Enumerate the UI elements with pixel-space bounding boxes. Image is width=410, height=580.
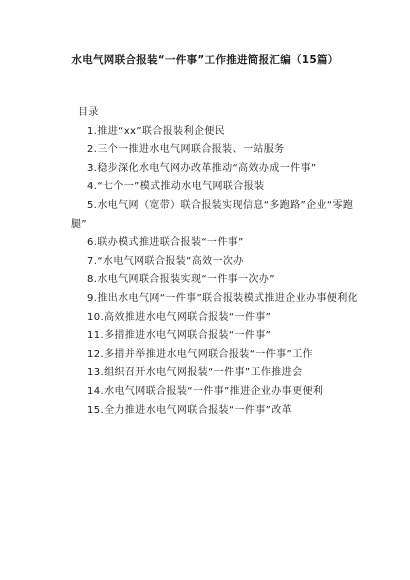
toc-item: 6.联办模式推进联合报装“一件事”	[87, 237, 244, 249]
toc-list	[71, 123, 361, 421]
toc-item: 9.推出水电气网“一件事”联合报装模式推进企业办事便利化	[87, 292, 359, 304]
toc-heading: 目录	[78, 107, 99, 118]
toc-item: 2.三个一推进水电气网联合报装、一站服务	[87, 144, 285, 156]
toc-item: 3.稳步深化水电气网办改革推动“高效办成一件事”	[87, 162, 317, 174]
table-of-contents	[71, 104, 361, 420]
toc-item: 15.全力推进水电气网联合报装“一件事”改革	[87, 404, 293, 416]
toc-item: 1.推进“xx”联合报装利企便民	[87, 125, 226, 137]
toc-item: 5.水电气网（宽带）联合报装实现信息“多跑路”企业“零跑腿”	[71, 199, 354, 230]
toc-item: 10.高效推进水电气网联合报装“一件事”	[87, 311, 272, 323]
toc-item: 7.“水电气网联合报装”高效一次办	[87, 255, 244, 267]
toc-item: 4.“七个一”模式推动水电气网联合报装	[87, 181, 265, 193]
toc-item: 11.多措推进水电气网联合报装“一件事”	[87, 330, 272, 342]
toc-item: 14.水电气网联合报装“一件事”推进企业办事更便利	[87, 385, 324, 397]
document-title: 水电气网联合报装“一件事”工作推进简报汇编（15篇）	[71, 54, 339, 66]
toc-item: 12.多措并举推进水电气网联合报装“一件事”工作	[87, 348, 313, 360]
toc-item: 8.水电气网联合报装实现“一件事一次办”	[87, 274, 275, 286]
toc-item: 13.组织召开水电气网报装“一件事”工作推进会	[87, 367, 303, 379]
